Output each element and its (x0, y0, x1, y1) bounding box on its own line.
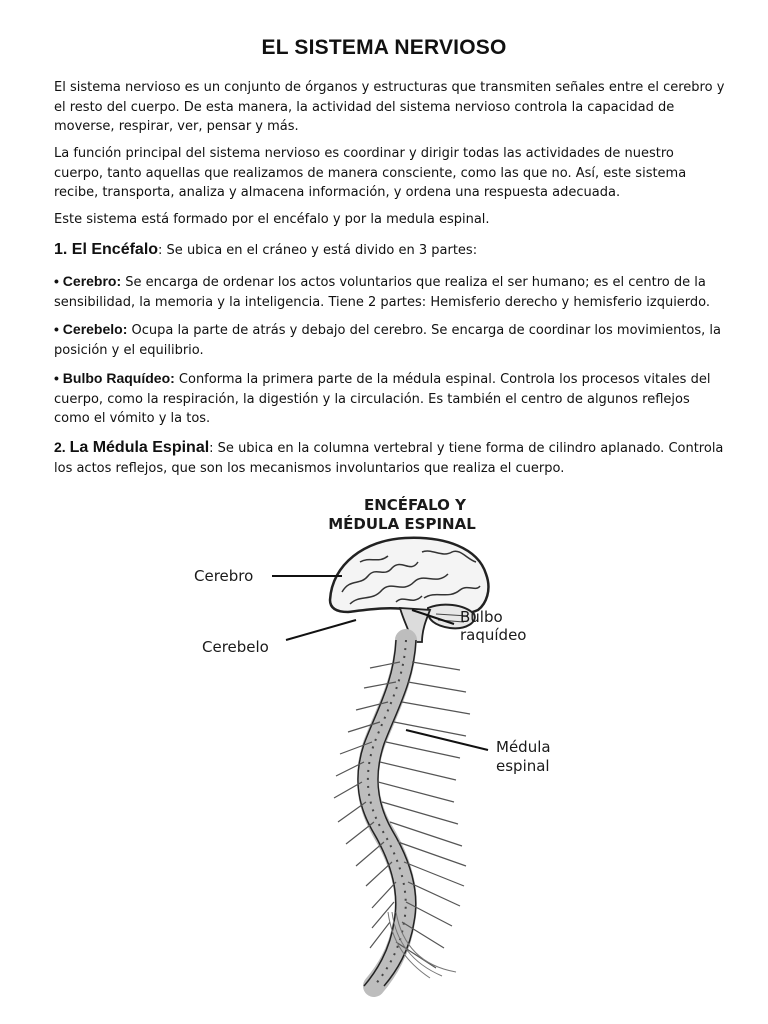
label-bulbo-line-2: raquídeo (460, 626, 527, 644)
bullet-bulbo-label: • Bulbo Raquídeo: (54, 370, 175, 386)
nervous-system-diagram (160, 482, 600, 1002)
section-medula-heading: La Médula Espinal (69, 439, 210, 456)
bullet-cerebelo-label: • Cerebelo: (54, 321, 128, 337)
section-encefalo (54, 240, 726, 261)
bullet-bulbo (54, 369, 726, 429)
section-encefalo-text: : Se ubica en el cráneo y está divido en 3 partes: (158, 243, 478, 258)
bullet-cerebelo (54, 320, 726, 360)
bullet-cerebro (54, 272, 726, 312)
bullet-cerebelo-text: Ocupa la parte de atrás y debajo del cerebro. Se encarga de coordinar los movimientos, la posición y el equilibrio. (54, 323, 722, 358)
intro-paragraph-3: Este sistema está formado por el encéfalo y por la medula espinal. (54, 212, 490, 227)
label-medula-line-1: Médula (496, 738, 551, 756)
medula-pointer (406, 730, 488, 750)
bullet-bulbo-text: Conforma la primera parte de la médula espinal. Controla los procesos vitales del cuerpo, como la respiración, la digestión y la circulación. Es también el centro de algunos reflejos como el vómito y la tos. (54, 372, 711, 426)
diagram-title-line-2: MÉDULA ESPINAL (328, 515, 476, 533)
section-medula (54, 438, 726, 478)
label-medula-line-2: espinal (496, 757, 550, 775)
section-medula-number: 2. (54, 439, 70, 455)
bullet-cerebro-label: • Cerebro: (54, 273, 122, 289)
bullet-cerebro-text: Se encarga de ordenar los actos voluntarios que realiza el ser humano; es el centro de la sensibilidad, la memoria y la inteligencia. Tiene 2 partes: Hemisferio derecho y hemisferio izquierdo. (54, 275, 711, 310)
section-medula-text: : Se ubica en la columna vertebral y tiene forma de cilindro aplanado. Controla los actos reflejos, que son los mecanismos involuntarios que realiza el cuerpo. (54, 441, 724, 476)
label-bulbo-line-1: Bulbo (460, 608, 503, 626)
document-title: EL SISTEMA NERVIOSO (261, 36, 507, 59)
intro-paragraph-2: La función principal del sistema nervioso es coordinar y dirigir todas las actividades de nuestro cuerpo, tanto aquellas que realizamos de manera consciente, como las que no. Así, este sistema recibe, transporta, analiza y almacena información, y ordena una respuesta adecuada. (54, 146, 687, 200)
section-encefalo-heading: 1. El Encéfalo (54, 241, 159, 258)
label-cerebro: Cerebro (194, 567, 254, 585)
spinal-column-illustration (334, 640, 470, 986)
diagram-title-line-1: ENCÉFALO Y (363, 496, 467, 514)
label-cerebelo: Cerebelo (202, 638, 269, 656)
cerebelo-pointer (286, 620, 356, 640)
intro-paragraph-1: El sistema nervioso es un conjunto de órganos y estructuras que transmiten señales entre el cerebro y el resto del cuerpo. De esta manera, la actividad del sistema nervioso controla la capacidad de moverse, respirar, ver, pensar y más. (54, 80, 725, 134)
